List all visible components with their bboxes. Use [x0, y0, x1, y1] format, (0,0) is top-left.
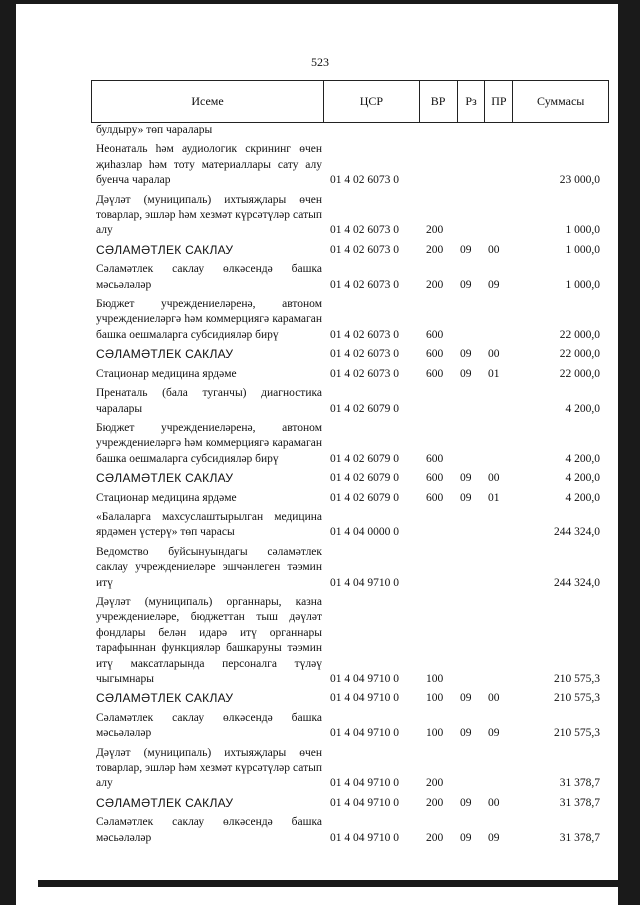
- row-pr: 09: [488, 278, 500, 291]
- table-row: [96, 347, 608, 362]
- row-vr: 600: [426, 328, 444, 341]
- row-name: Дәүләт (муниципаль) ихтыяҗлары өчен товарлар, эшләр һәм хезмәт күрсәтүләр сатып алу: [96, 746, 322, 790]
- table-row: [96, 815, 608, 846]
- row-rz: 09: [460, 348, 472, 361]
- row-csr: 01 4 02 6073 0: [330, 224, 399, 237]
- row-rz: 09: [460, 831, 472, 844]
- row-sum: 1 000,0: [565, 243, 600, 256]
- row-rz: 09: [460, 491, 472, 504]
- table-row: [96, 386, 608, 417]
- row-name: «Балаларга махсуслаштырылган медицина ярдәмен үстерү» төп чарасы: [96, 510, 322, 539]
- row-rz: 09: [460, 796, 472, 809]
- row-name: Сәламәтлек саклау өлкәсендә башка мәсьәләләр: [96, 816, 322, 844]
- row-sum: 4 200,0: [565, 491, 600, 504]
- row-vr: 600: [426, 348, 444, 361]
- header-pr: ПР: [485, 81, 513, 122]
- table-row: [96, 711, 608, 742]
- table-row: [96, 142, 608, 188]
- row-csr: 01 4 04 9710 0: [330, 576, 399, 589]
- row-pr: 00: [488, 348, 500, 361]
- row-csr: 01 4 02 6079 0: [330, 452, 399, 465]
- table-row: [96, 123, 608, 138]
- row-sum: 23 000,0: [559, 174, 600, 187]
- row-csr: 01 4 04 9710 0: [330, 831, 399, 844]
- row-rz: 09: [460, 367, 472, 380]
- row-sum: 22 000,0: [559, 348, 600, 361]
- row-csr: 01 4 04 9710 0: [330, 777, 399, 790]
- table-row: [96, 262, 608, 293]
- row-name: СӘЛАМӘТЛЕК САКЛАУ: [96, 795, 234, 810]
- page-number: 523: [311, 55, 329, 69]
- scan-edge-right: [618, 0, 640, 905]
- row-sum: 4 200,0: [565, 402, 600, 415]
- row-name: Стационар медицина ярдәме: [96, 491, 237, 504]
- row-csr: 01 4 04 0000 0: [330, 526, 399, 539]
- row-vr: 100: [426, 692, 444, 705]
- row-name: СӘЛАМӘТЛЕК САКЛАУ: [96, 691, 234, 706]
- table-row: [96, 367, 608, 382]
- row-name: СӘЛАМӘТЛЕК САКЛАУ: [96, 242, 234, 257]
- row-name: Ведомство буйсынуындагы сәламәтлек саклау учреждениеләре эшчәнлеген тәэмин итү: [96, 545, 322, 589]
- row-sum: 1 000,0: [565, 224, 600, 237]
- table-row: [96, 297, 608, 343]
- row-name: Дәүләт (муниципаль) ихтыяҗлары өчен товарлар, эшләр һәм хезмәт күрсәтүләр сатып алу: [96, 193, 322, 237]
- row-pr: 01: [488, 367, 500, 380]
- row-csr: 01 4 02 6079 0: [330, 402, 399, 415]
- row-sum: 31 378,7: [559, 796, 600, 809]
- row-vr: 600: [426, 491, 444, 504]
- row-name: Бюджет учреждениеләренә, автоном учреждениеләргә һәм коммерциягә карамаган башка оешмаларга субсидияләр бирү: [96, 421, 322, 465]
- row-sum: 210 575,3: [554, 692, 600, 705]
- row-pr: 00: [488, 796, 500, 809]
- table-row: [96, 471, 608, 486]
- scan-edge-left: [0, 0, 16, 905]
- row-sum: 1 000,0: [565, 278, 600, 291]
- row-pr: 00: [488, 243, 500, 256]
- row-csr: 01 4 02 6073 0: [330, 367, 399, 380]
- row-sum: 210 575,3: [554, 673, 600, 685]
- table-header: [91, 80, 609, 123]
- row-csr: 01 4 02 6079 0: [330, 472, 399, 485]
- row-rz: 09: [460, 692, 472, 705]
- row-sum: 244 324,0: [554, 576, 600, 589]
- row-vr: 200: [426, 224, 444, 237]
- row-sum: 210 575,3: [554, 727, 600, 740]
- row-csr: 01 4 02 6073 0: [330, 348, 399, 361]
- header-vr: ВР: [420, 81, 458, 122]
- row-pr: 00: [488, 692, 500, 705]
- row-csr: 01 4 02 6073 0: [330, 174, 399, 187]
- table-row: [96, 243, 608, 258]
- row-vr: 200: [426, 831, 444, 844]
- table-row: [96, 691, 608, 706]
- row-vr: 100: [426, 673, 444, 685]
- row-vr: 200: [426, 796, 444, 809]
- table-row: [96, 491, 608, 506]
- row-name: СӘЛАМӘТЛЕК САКЛАУ: [96, 347, 234, 362]
- row-rz: 09: [460, 278, 472, 291]
- table-row: [96, 510, 608, 541]
- table-row: [96, 421, 608, 467]
- row-name: Пренаталь (бала туганчы) диагностика чаралары: [96, 387, 322, 415]
- header-sum: Суммасы: [536, 94, 585, 108]
- row-sum: 22 000,0: [559, 367, 600, 380]
- row-name: Неонаталь һәм аудиологик скрининг өчен җиһазлар һәм тоту материаллары сату алу буенча чаралар: [96, 143, 322, 187]
- row-csr: 01 4 04 9710 0: [330, 796, 399, 809]
- row-rz: 09: [460, 243, 472, 256]
- row-pr: 00: [488, 472, 500, 485]
- row-csr: 01 4 02 6073 0: [330, 243, 399, 256]
- row-sum: 4 200,0: [565, 472, 600, 485]
- row-vr: 600: [426, 452, 444, 465]
- row-name: Сәламәтлек саклау өлкәсендә башка мәсьәләләр: [96, 711, 322, 740]
- table-row: [96, 193, 608, 239]
- table-row: [96, 796, 608, 811]
- row-sum: 4 200,0: [565, 452, 600, 465]
- row-rz: 09: [460, 727, 472, 740]
- scan-edge-bottom: [38, 880, 640, 887]
- row-csr: 01 4 04 9710 0: [330, 727, 399, 740]
- row-sum: 31 378,7: [559, 777, 600, 790]
- header-rz: Рз: [458, 81, 486, 122]
- row-vr: 600: [426, 472, 444, 485]
- row-sum: 31 378,7: [559, 831, 600, 844]
- row-pr: 09: [488, 727, 500, 740]
- header-csr: ЦСР: [324, 81, 420, 122]
- table-row: [96, 545, 608, 591]
- row-vr: 200: [426, 777, 444, 790]
- row-name: СӘЛАМӘТЛЕК САКЛАУ: [96, 471, 234, 486]
- row-csr: 01 4 02 6073 0: [330, 278, 399, 291]
- row-pr: 01: [488, 491, 500, 504]
- row-vr: 600: [426, 367, 444, 380]
- table-row: [96, 746, 608, 792]
- row-csr: 01 4 02 6073 0: [330, 328, 399, 341]
- row-csr: 01 4 04 9710 0: [330, 692, 399, 705]
- row-pr: 09: [488, 831, 500, 844]
- row-sum: 22 000,0: [559, 328, 600, 341]
- row-name: Бюджет учреждениеләренә, автоном учреждениеләргә һәм коммерциягә карамаган башка оешмаларга субсидияләр бирү: [96, 298, 322, 341]
- row-name: булдыру» төп чаралары: [96, 124, 213, 136]
- scan-edge-top: [0, 0, 640, 4]
- row-name: Стационар медицина ярдәме: [96, 367, 237, 380]
- row-csr: 01 4 02 6079 0: [330, 491, 399, 504]
- row-rz: 09: [460, 472, 472, 485]
- row-name: Дәүләт (муниципаль) органнары, казна учреждениеләре, бюджеттан тыш дәүләт фондлары белән идарә итү органнары тарафыннан функцияләр башкаруны тәэмин итү максатларында персоналга түләү чыгымнары: [96, 595, 322, 685]
- table-row: [96, 595, 608, 687]
- header-name: Исеме: [92, 81, 324, 122]
- table-body: [96, 123, 608, 846]
- row-vr: 200: [426, 243, 444, 256]
- row-csr: 01 4 04 9710 0: [330, 673, 399, 685]
- row-vr: 200: [426, 278, 444, 291]
- row-sum: 244 324,0: [554, 526, 600, 539]
- row-vr: 100: [426, 727, 444, 740]
- row-name: Сәламәтлек саклау өлкәсендә башка мәсьәләләр: [96, 263, 322, 291]
